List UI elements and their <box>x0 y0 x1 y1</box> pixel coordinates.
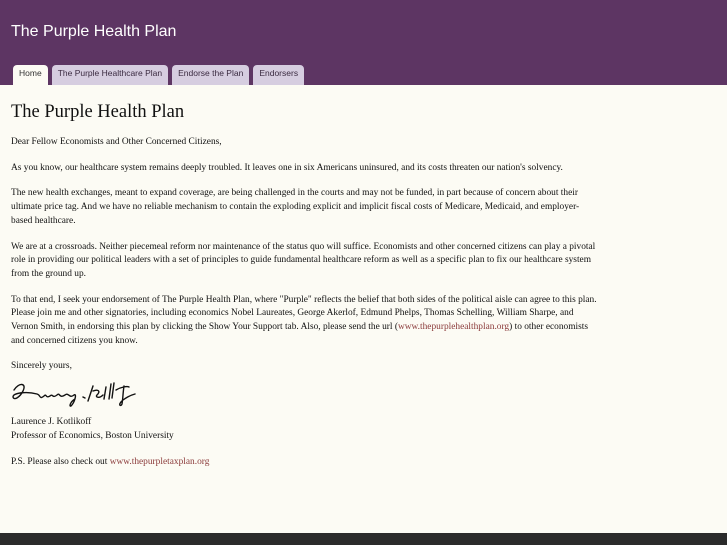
nav-tabs <box>13 65 304 85</box>
tab-endorsers[interactable]: Endorsers <box>253 65 304 85</box>
main-content <box>11 101 599 481</box>
paragraph-3: We are at a crossroads. Neither piecemeal reform nor maintenance of the status quo will suffice. Economists and other concerned citizens can play a pivotal role in providing our political leaders with a set of principles to guide fundamental healthcare reform as well as a specific plan to fix our healthcare system from the ground up. <box>11 241 596 279</box>
signer-name: Laurence J. Kotlikoff <box>11 417 92 428</box>
paragraph-2: The new health exchanges, meant to expand coverage, are being challenged in the courts and may not be funded, in part because of concern about their ultimate price tag. And we have no reliable mechanism to contain the exploding explicit and implicit fiscal costs of Medicare, Medicaid, and employer-based healthcare. <box>11 188 580 226</box>
purple-health-plan-link[interactable]: www.thepurplehealthplan.org <box>397 322 510 333</box>
paragraph-4-text-end: ) to other economists and concerned citizens you know. <box>11 322 589 346</box>
page-title: The Purple Health Plan <box>11 102 185 122</box>
signer-block <box>11 416 599 443</box>
signer-position: Professor of Economics, Boston University <box>11 430 174 441</box>
paragraph-4-text: To that end, I seek your endorsement of The Purple Health Plan, where "Purple" reflects the belief that both sides of the political aisle can agree to this plan. Please join me and other signatories, including economics Nobel Laureates, George Akerlof, Edmund Phelps, Thomas Schelling, William Sharpe, and Vernon Smith, in endorsing this plan by clicking the Show Your Support tab. Also, please send the url ( <box>11 294 597 333</box>
tab-endorse-the-plan[interactable]: Endorse the Plan <box>172 65 249 85</box>
signature-image <box>11 378 161 408</box>
site-header <box>0 0 727 85</box>
closing: Sincerely yours, <box>11 361 72 372</box>
postscript <box>11 456 599 470</box>
site-title[interactable]: The Purple Health Plan <box>11 23 177 40</box>
tab-home[interactable]: Home <box>13 65 48 85</box>
purple-tax-plan-link[interactable]: www.thepurpletaxplan.org <box>109 456 210 467</box>
paragraph-1: As you know, our healthcare system remains deeply troubled. It leaves one in six Americans uninsured, and its costs threaten our nation's solvency. <box>11 162 563 173</box>
paragraph-4 <box>11 294 599 349</box>
postscript-text: P.S. Please also check out <box>11 456 110 467</box>
greeting: Dear Fellow Economists and Other Concerned Citizens, <box>11 137 222 147</box>
tab-purple-healthcare-plan[interactable]: The Purple Healthcare Plan <box>52 65 168 85</box>
footer-bar <box>0 533 727 545</box>
